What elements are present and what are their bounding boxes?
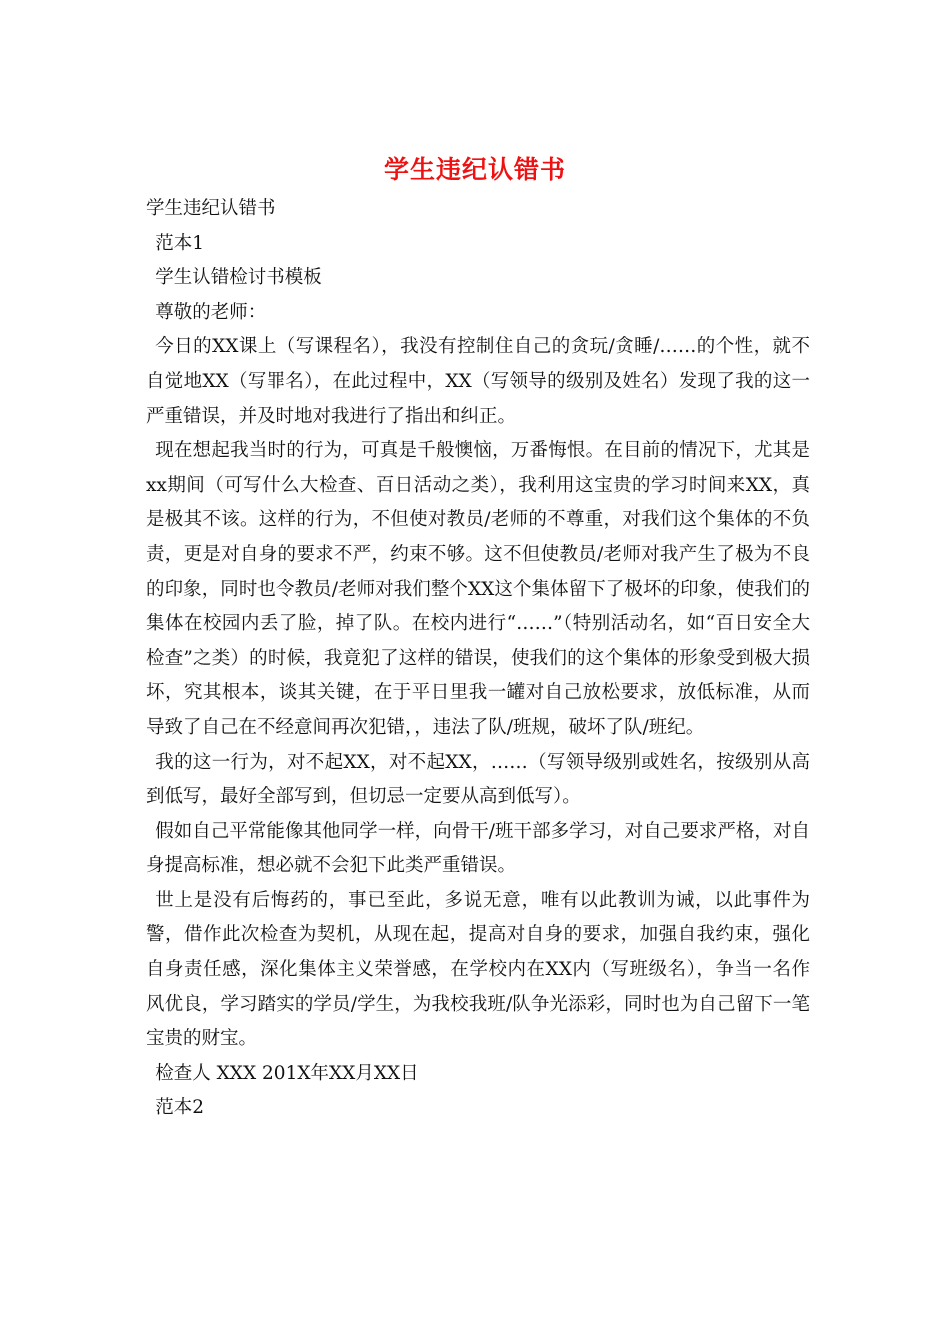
sample-label-1: 范本1 <box>155 232 205 254</box>
document-title: 学生违纪认错书 <box>383 155 566 184</box>
signature-line: 检查人 XXX 201X年XX月XX日 <box>155 1062 419 1084</box>
sample-label-2: 范本2 <box>155 1097 205 1119</box>
salutation: 尊敬的老师： <box>155 301 267 323</box>
body-paragraph: 假如自己平常能像其他同学一样，向骨干/班干部多学习，对自己要求严格，对自身提高标准，想必就不会犯下此类严重错误。 <box>146 820 810 877</box>
document-body <box>146 192 810 1126</box>
body-paragraph: 世上是没有后悔药的，事已至此，多说无意，唯有以此教训为诫，以此事件为警，借作此次检查为契机，从现在起，提高对自身的要求，加强自我约束，强化自身责任感，深化集体主义荣誉感，在学校内在XX内（写班级名），争当一名作风优良，学习踏实的学员/学生，为我校我班/队争光添彩，同时也为自己留下一笔宝贵的财宝。 <box>146 889 810 1050</box>
body-paragraph: 我的这一行为，对不起XX，对不起XX，……（写领导级别或姓名，按级别从高到低写，最好全部写到，但切忌一定要从高到低写）。 <box>146 751 810 808</box>
template-heading: 学生认错检讨书模板 <box>155 267 322 289</box>
body-paragraph: 今日的XX课上（写课程名），我没有控制住自己的贪玩/贪睡/……的个性，就不自觉地XX（写罪名），在此过程中，XX（写领导的级别及姓名）发现了我的这一严重错误，并及时地对我进行了指出和纠正。 <box>146 336 810 427</box>
body-paragraph: 现在想起我当时的行为，可真是千般懊恼，万番悔恨。在目前的情况下，尤其是xx期间（可写什么大检查、百日活动之类），我利用这宝贵的学习时间来XX，真是极其不该。这样的行为，不但使对教员/老师的不尊重，对我们这个集体的不负责，更是对自身的要求不严，约束不够。这不但使教员/老师对我产生了极为不良的印象，同时也令教员/老师对我们整个XX这个集体留下了极坏的印象，使我们的集体在校园内丢了脸，掉了队。在校内进行“……”（特别活动名，如“百日安全大检查”之类）的时候，我竟犯了这样的错误，使我们的这个集体的形象受到极大损坏，究其根本，谈其关键，在于平日里我一罐对自己放松要求，放低标准，从而导致了自己在不经意间再次犯错，，违法了队/班规，破坏了队/班纪。 <box>146 440 810 738</box>
subtitle-paragraph: 学生违纪认错书 <box>146 198 276 219</box>
